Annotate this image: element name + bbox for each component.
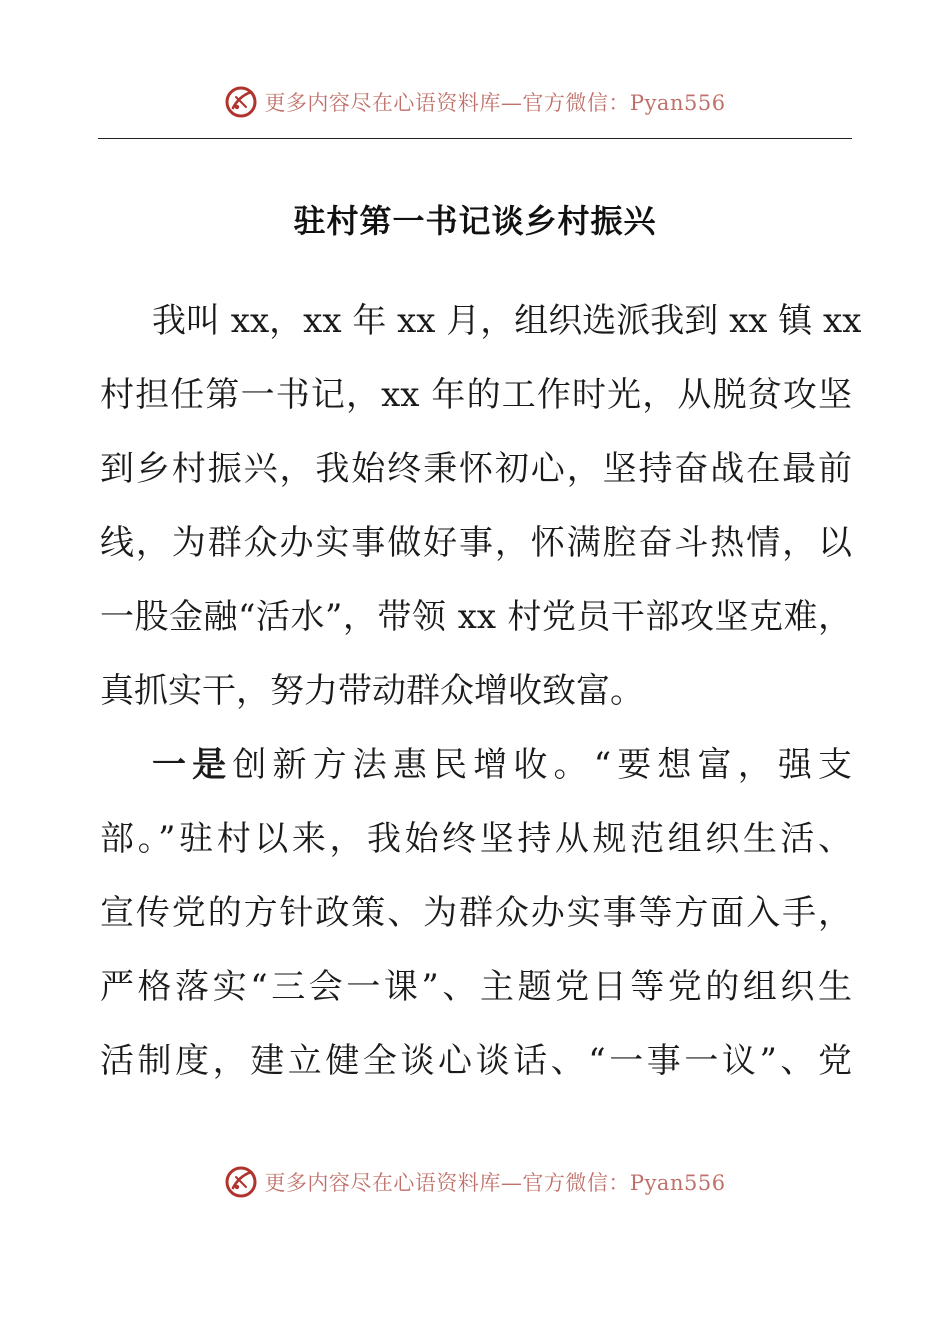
header-divider (98, 138, 852, 139)
document-body (100, 284, 862, 1098)
paragraph-line: 线，为群众办实事做好事，怀满腔奋斗热情，以 (100, 523, 852, 563)
paragraph-line (100, 728, 852, 802)
banner-text: 更多内容尽在心语资料库—官方微信：Pyan556 (264, 91, 726, 115)
brush-circle-logo-icon (224, 85, 258, 119)
banner-text: 更多内容尽在心语资料库—官方微信：Pyan556 (264, 1171, 726, 1195)
paragraph-line: 我叫 xx，xx 年 xx 月，组织选派我到 xx 镇 xx (152, 301, 862, 341)
header-banner (0, 80, 950, 124)
document-title: 驻村第一书记谈乡村振兴 (293, 202, 657, 240)
paragraph-line: 严格落实“三会一课”、主题党日等党的组织生 (100, 967, 852, 1007)
paragraph-line: 部。”驻村以来，我始终坚持从规范组织生活、 (100, 819, 852, 859)
footer-banner (0, 1160, 950, 1204)
paragraph-line-rest: 创新方法惠民增收。“要想富，强支 (232, 745, 852, 785)
paragraph-line: 到乡村振兴，我始终秉怀初心，坚持奋战在最前 (100, 449, 852, 489)
paragraph-line: 活制度，建立健全谈心谈话、“一事一议”、党 (100, 1041, 852, 1081)
paragraph-line: 真抓实干，努力带动群众增收致富。 (100, 671, 644, 711)
paragraph-line: 村担任第一书记，xx 年的工作时光，从脱贫攻坚 (100, 375, 852, 415)
paragraph-line: 一股金融“活水”，带领 xx 村党员干部攻坚克难， (100, 597, 852, 637)
brush-circle-logo-icon (224, 1165, 258, 1199)
paragraph-lead: 一是 (152, 745, 233, 785)
paragraph-line: 宣传党的方针政策、为群众办实事等方面入手， (100, 893, 852, 933)
